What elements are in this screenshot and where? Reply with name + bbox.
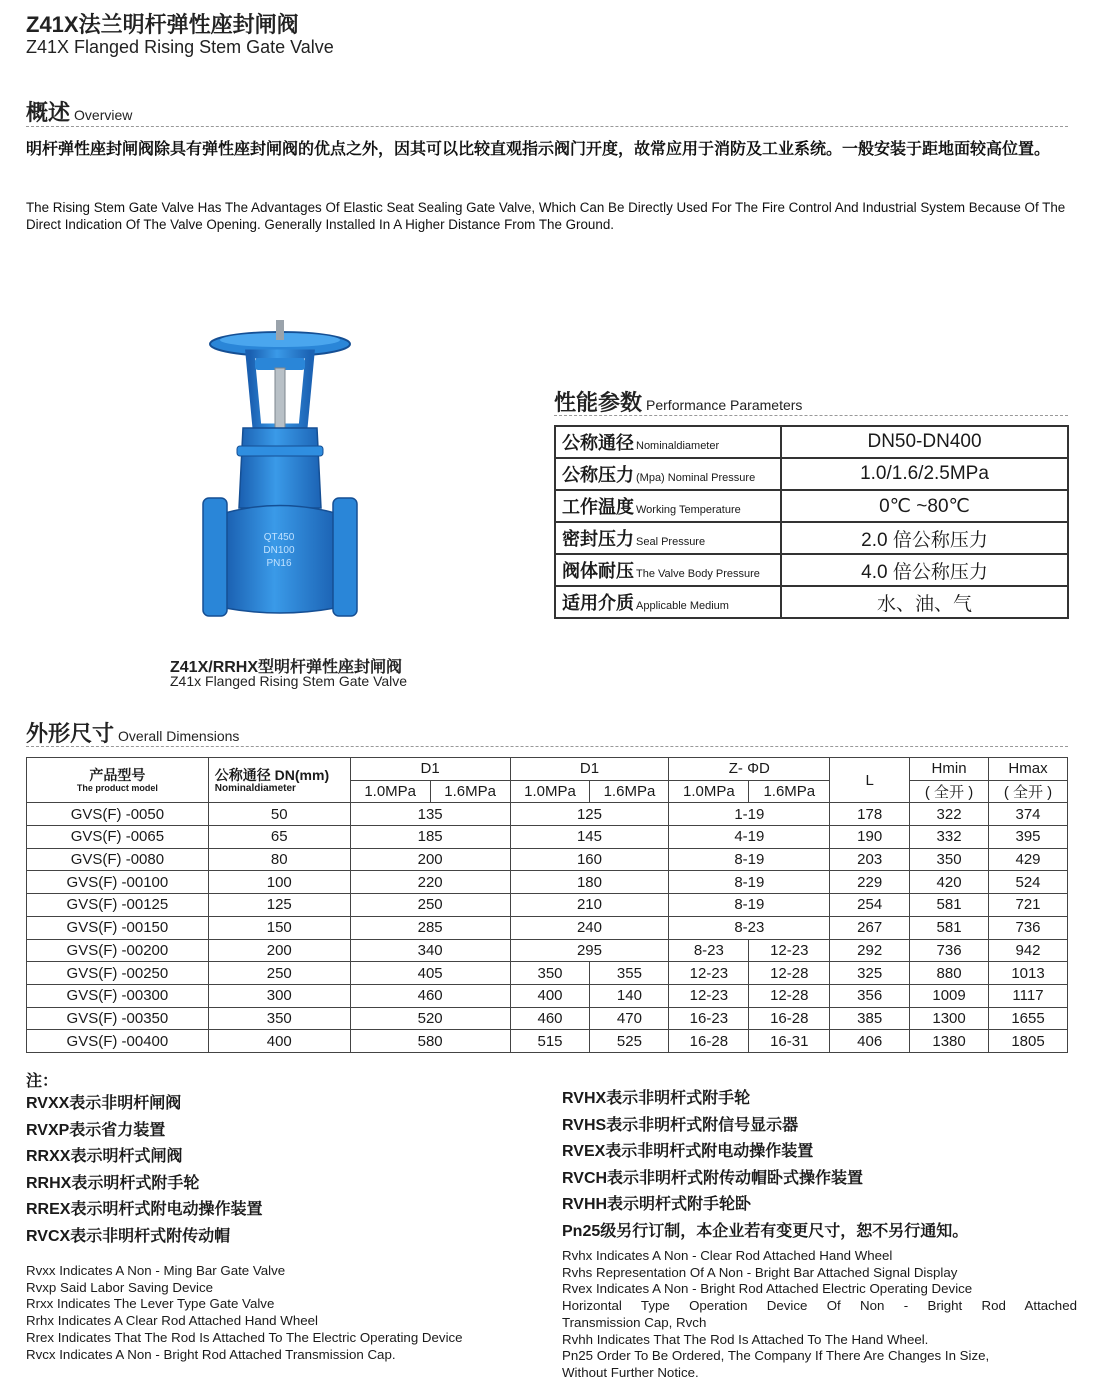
body-mark-pn: PN16 [266, 558, 292, 569]
table-cell: GVS(F) -0050 [27, 803, 209, 826]
header-dn [208, 758, 350, 803]
dimensions-heading-en: Overall Dimensions [118, 728, 240, 744]
note-line: Rvhx Indicates A Non - Clear Rod Attached Hand Wheel [562, 1248, 893, 1263]
header-hmin-sub: ( 全开 ) [910, 780, 989, 803]
table-cell: 400 [510, 984, 590, 1007]
table-cell: 1300 [910, 1007, 989, 1030]
table-cell: 203 [830, 848, 910, 871]
performance-row [555, 490, 1068, 522]
performance-label-en: The Valve Body Pressure [636, 568, 760, 580]
table-cell: 250 [208, 962, 350, 985]
performance-divider [554, 415, 1068, 416]
table-cell: 16-28 [749, 1007, 830, 1030]
note-line: Horizontal Type Operation Device Of Non - Bright Rod Attached [562, 1298, 1077, 1314]
table-cell: GVS(F) -00100 [27, 871, 209, 894]
table-cell: 350 [510, 962, 590, 985]
table-row [27, 962, 1068, 985]
note-line: RVCH表示非明杆式附传动帽卧式操作装置 [562, 1169, 864, 1187]
table-row [27, 984, 1068, 1007]
table-cell: 185 [350, 826, 510, 849]
page-title-cn: Z41X法兰明杆弹性座封闸阀 [26, 12, 299, 37]
performance-label-en: (Mpa) Nominal Pressure [636, 472, 756, 484]
performance-label [555, 458, 781, 490]
performance-table [554, 425, 1069, 619]
dimensions-divider [26, 746, 1068, 747]
performance-heading-en: Performance Parameters [646, 397, 803, 413]
table-cell: 1013 [989, 962, 1068, 985]
table-cell: 515 [510, 1030, 590, 1053]
table-cell: 350 [910, 848, 989, 871]
header-d1b-16: 1.6MPa [590, 780, 669, 803]
table-cell: GVS(F) -00250 [27, 962, 209, 985]
table-cell: 50 [208, 803, 350, 826]
performance-value: 4.0 倍公称压力 [781, 554, 1068, 586]
table-cell: 16-31 [749, 1030, 830, 1053]
table-cell: 429 [989, 848, 1068, 871]
table-cell: 340 [350, 939, 510, 962]
table-cell: 880 [910, 962, 989, 985]
note-line: RRHX表示明杆式附手轮 [26, 1174, 200, 1192]
right-flange [333, 498, 357, 616]
note-line: RVXX表示非明杆闸阀 [26, 1095, 182, 1112]
table-cell: 12-28 [749, 984, 830, 1007]
table-cell: 721 [989, 894, 1068, 917]
performance-label-cn: 适用介质 [562, 593, 634, 613]
table-cell: 1805 [989, 1030, 1068, 1053]
note-line: Without Further Notice. [562, 1364, 699, 1380]
performance-value: 水、油、气 [781, 586, 1068, 618]
table-cell: 12-28 [749, 962, 830, 985]
table-row [27, 826, 1068, 849]
dimensions-table [26, 757, 1068, 1053]
table-cell: 65 [208, 826, 350, 849]
note-line: Rvxp Said Labor Saving Device [26, 1279, 213, 1295]
stem [275, 368, 285, 430]
performance-label-cn: 阀体耐压 [562, 561, 634, 581]
overview-heading-cn: 概述 [26, 100, 71, 125]
table-cell: 8-19 [669, 871, 830, 894]
table-cell: 736 [989, 916, 1068, 939]
header-l: L [830, 758, 910, 803]
body-mark-dn: DN100 [263, 545, 295, 556]
table-cell: 12-23 [749, 939, 830, 962]
table-cell: 580 [350, 1030, 510, 1053]
table-cell: 178 [830, 803, 910, 826]
table-cell: 1009 [910, 984, 989, 1007]
header-dn-en: Nominaldiameter [214, 782, 296, 794]
table-cell: GVS(F) -0080 [27, 848, 209, 871]
performance-label-en: Applicable Medium [636, 600, 729, 612]
note-line: Rvex Indicates A Non - Bright Rod Attached Electric Operating Device [562, 1281, 973, 1297]
image-caption-cn: Z41X/RRHX型明杆弹性座封闸阀 [170, 659, 403, 676]
overview-text-en: The Rising Stem Gate Valve Has The Advantages Of Elastic Seat Sealing Gate Valve, Which Can Be Directly Used For The Fire Control And Industrial System Because Of The Direct Indication Of The Valve Opening. Generally Installed In A Higher Distance From The Ground. [26, 200, 1066, 232]
note-line: Pn25 Order To Be Ordered, The Company If There Are Changes In Size, [562, 1348, 990, 1364]
note-line: Rvcx Indicates A Non - Bright Rod Attached Transmission Cap. [26, 1346, 396, 1362]
overview-heading-en: Overview [74, 107, 133, 123]
header-hmin: Hmin [910, 758, 989, 781]
header-zd-10: 1.0MPa [669, 780, 749, 803]
table-cell: 100 [208, 871, 350, 894]
table-cell: 1655 [989, 1007, 1068, 1030]
table-cell: 145 [510, 826, 669, 849]
header-d1a-10: 1.0MPa [350, 780, 430, 803]
header-hmax-sub: ( 全开 ) [989, 780, 1068, 803]
table-cell: 220 [350, 871, 510, 894]
table-cell: 332 [910, 826, 989, 849]
note-line: Rvhh Indicates That The Rod Is Attached To The Hand Wheel. [562, 1331, 929, 1347]
performance-value: DN50-DN400 [781, 426, 1068, 458]
table-cell: 210 [510, 894, 669, 917]
table-cell: 240 [510, 916, 669, 939]
performance-row [555, 458, 1068, 490]
table-cell: 355 [590, 962, 669, 985]
table-cell: 190 [830, 826, 910, 849]
table-cell: 125 [208, 894, 350, 917]
table-row [27, 1030, 1068, 1053]
table-cell: 254 [830, 894, 910, 917]
table-row [27, 894, 1068, 917]
performance-heading [554, 386, 802, 417]
table-cell: 400 [208, 1030, 350, 1053]
note-line: Pn25级另行订制，本企业若有变更尺寸，恕不另行通知。 [562, 1222, 969, 1240]
note-line: RRXX表示明杆式闸阀 [26, 1148, 183, 1165]
header-d1-a: D1 [350, 758, 510, 781]
notes-left-cn [26, 1091, 262, 1250]
overview-heading [26, 96, 132, 127]
note-line: RVXP表示省力装置 [26, 1121, 166, 1139]
table-cell: 581 [910, 894, 989, 917]
performance-label [555, 554, 781, 586]
note-line: Rvxx Indicates A Non - Ming Bar Gate Valve [26, 1263, 286, 1278]
header-z-d: Z- ΦD [669, 758, 830, 781]
table-cell: 300 [208, 984, 350, 1007]
table-cell: GVS(F) -00400 [27, 1030, 209, 1053]
table-cell: 8-23 [669, 916, 830, 939]
note-line: RVHS表示非明杆式附信号显示器 [562, 1116, 799, 1134]
table-cell: 8-23 [669, 939, 749, 962]
table-cell: 942 [989, 939, 1068, 962]
note-line: Rrhx Indicates A Clear Rod Attached Hand Wheel [26, 1313, 318, 1329]
header-dn-cn: 公称通径 DN(mm) [214, 766, 330, 783]
performance-label [555, 490, 781, 522]
table-cell: 200 [350, 848, 510, 871]
stem-top [276, 320, 284, 340]
performance-row [555, 554, 1068, 586]
table-cell: 1117 [989, 984, 1068, 1007]
table-cell: 16-23 [669, 1007, 749, 1030]
table-cell: 8-19 [669, 894, 830, 917]
overview-divider [26, 126, 1068, 127]
table-cell: 374 [989, 803, 1068, 826]
performance-label-cn: 公称通径 [562, 433, 634, 453]
performance-label [555, 426, 781, 458]
table-cell: 524 [989, 871, 1068, 894]
note-line: RVHX表示非明杆式附手轮 [562, 1090, 751, 1107]
image-caption-en: Z41x Flanged Rising Stem Gate Valve [170, 673, 408, 689]
table-cell: 8-19 [669, 848, 830, 871]
table-cell: 12-23 [669, 962, 749, 985]
header-model [27, 758, 209, 803]
bonnet [239, 428, 321, 508]
table-row [27, 803, 1068, 826]
table-cell: GVS(F) -00125 [27, 894, 209, 917]
table-cell: GVS(F) -00350 [27, 1007, 209, 1030]
notes-left-en [26, 1263, 463, 1363]
table-cell: 160 [510, 848, 669, 871]
bonnet-flange [237, 446, 323, 456]
page-title-en: Z41X Flanged Rising Stem Gate Valve [26, 37, 334, 57]
performance-row [555, 522, 1068, 554]
note-line: Rrxx Indicates The Lever Type Gate Valve [26, 1296, 275, 1312]
table-cell: 125 [510, 803, 669, 826]
notes-heading: 注： [26, 1073, 59, 1090]
table-cell: GVS(F) -0065 [27, 826, 209, 849]
table-cell: 150 [208, 916, 350, 939]
header-zd-16: 1.6MPa [749, 780, 830, 803]
performance-row [555, 586, 1068, 618]
table-cell: 267 [830, 916, 910, 939]
performance-row [555, 426, 1068, 458]
table-cell: 80 [208, 848, 350, 871]
note-line: Rrex Indicates That The Rod Is Attached To The Electric Operating Device [26, 1329, 463, 1345]
dimensions-heading [26, 717, 239, 748]
header-d1-b: D1 [510, 758, 669, 781]
table-cell: 460 [510, 1007, 590, 1030]
table-cell: 4-19 [669, 826, 830, 849]
table-cell: GVS(F) -00300 [27, 984, 209, 1007]
table-cell: GVS(F) -00200 [27, 939, 209, 962]
table-cell: 350 [208, 1007, 350, 1030]
table-cell: 322 [910, 803, 989, 826]
header-model-cn: 产品型号 [89, 766, 146, 783]
table-cell: 295 [510, 939, 669, 962]
table-cell: 1-19 [669, 803, 830, 826]
note-line: RVCX表示非明杆式附传动帽 [26, 1227, 231, 1245]
table-cell: 229 [830, 871, 910, 894]
note-line: RVEX表示非明杆式附电动操作装置 [562, 1143, 814, 1160]
table-cell: 140 [590, 984, 669, 1007]
performance-label-en: Working Temperature [636, 504, 741, 516]
table-cell: 736 [910, 939, 989, 962]
table-cell: 250 [350, 894, 510, 917]
performance-label-cn: 公称压力 [562, 465, 634, 485]
table-cell: 405 [350, 962, 510, 985]
performance-label-en: Seal Pressure [636, 536, 706, 548]
performance-heading-cn: 性能参数 [554, 390, 643, 415]
note-line: RVHH表示明杆式附手轮卧 [562, 1196, 752, 1213]
performance-label [555, 586, 781, 618]
header-d1a-16: 1.6MPa [430, 780, 510, 803]
note-line: RREX表示明杆式附电动操作装置 [26, 1201, 263, 1218]
performance-label-cn: 密封压力 [562, 529, 634, 549]
gate-valve-image [195, 318, 365, 648]
table-cell: 395 [989, 826, 1068, 849]
table-cell: 356 [830, 984, 910, 1007]
notes-right-en [562, 1248, 1077, 1382]
header-hmax: Hmax [989, 758, 1068, 781]
table-row [27, 848, 1068, 871]
table-cell: 420 [910, 871, 989, 894]
table-cell: 406 [830, 1030, 910, 1053]
body-mark-material: QT450 [263, 532, 295, 543]
table-cell: 200 [208, 939, 350, 962]
table-cell: 581 [910, 916, 989, 939]
header-d1b-10: 1.0MPa [510, 780, 590, 803]
table-row [27, 871, 1068, 894]
dimensions-heading-cn: 外形尺寸 [26, 721, 115, 746]
left-flange [203, 498, 227, 616]
note-line: Transmission Cap, Rvch [562, 1314, 707, 1330]
table-row [27, 1007, 1068, 1030]
performance-label-cn: 工作温度 [562, 497, 634, 517]
table-cell: 470 [590, 1007, 669, 1030]
header-model-en: The product model [76, 782, 158, 793]
notes-right-cn [562, 1086, 968, 1245]
performance-label-en: Nominaldiameter [636, 440, 720, 452]
table-cell: 180 [510, 871, 669, 894]
table-cell: 460 [350, 984, 510, 1007]
table-cell: 385 [830, 1007, 910, 1030]
performance-label [555, 522, 781, 554]
note-line: Rvhs Representation Of A Non - Bright Bar Attached Signal Display [562, 1264, 958, 1280]
table-cell: 520 [350, 1007, 510, 1030]
table-cell: 285 [350, 916, 510, 939]
table-cell: 525 [590, 1030, 669, 1053]
table-cell: 12-23 [669, 984, 749, 1007]
performance-value: 1.0/1.6/2.5MPa [781, 458, 1068, 490]
table-cell: 1380 [910, 1030, 989, 1053]
performance-value: 2.0 倍公称压力 [781, 522, 1068, 554]
table-cell: 292 [830, 939, 910, 962]
table-row [27, 916, 1068, 939]
overview-text-cn: 明杆弹性座封闸阀除具有弹性座封闸阀的优点之外，因其可以比较直观指示阀门开度，故常应用于消防及工业系统。一般安装于距地面较高位置。 [26, 141, 1051, 158]
table-cell: GVS(F) -00150 [27, 916, 209, 939]
table-cell: 16-28 [669, 1030, 749, 1053]
table-cell: 325 [830, 962, 910, 985]
table-cell: 135 [350, 803, 510, 826]
table-row [27, 939, 1068, 962]
performance-value: 0℃ ~80℃ [781, 490, 1068, 522]
